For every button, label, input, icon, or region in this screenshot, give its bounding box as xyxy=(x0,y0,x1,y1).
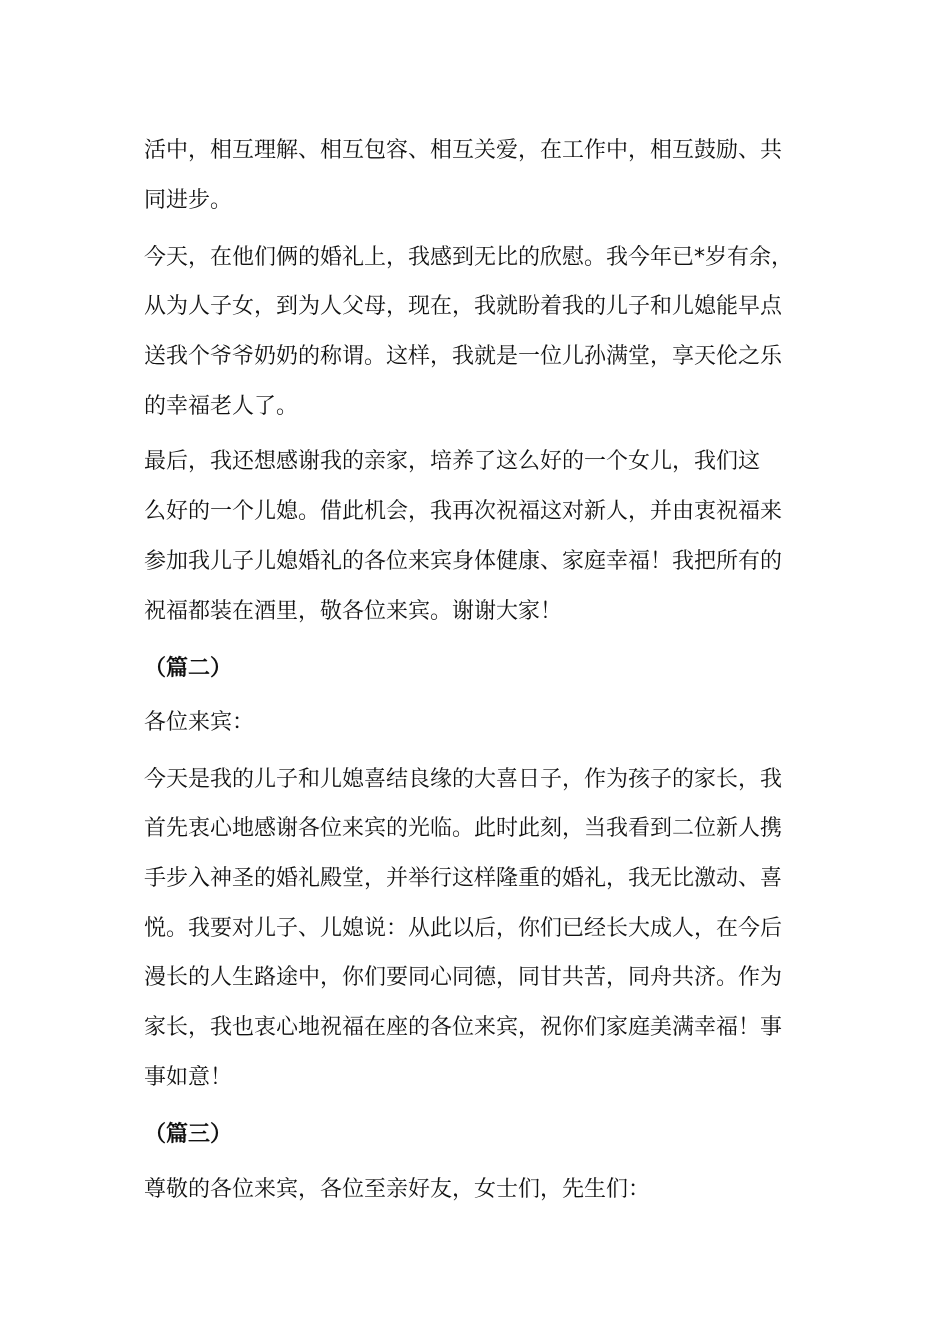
text-line: 漫长的人生路途中，你们要同心同德，同甘共苦，同舟共济。作为 xyxy=(144,965,783,990)
text-line: 今天是我的儿子和儿媳喜结良缘的大喜日子，作为孩子的家长，我 xyxy=(144,767,783,792)
text-line: 同进步。 xyxy=(144,188,233,213)
text-line: 送我个爷爷奶奶的称谓。这样，我就是一位儿孙满堂，享天伦之乐 xyxy=(144,344,783,369)
text-line: 活中，相互理解、相互包容、相互关爱，在工作中，相互鼓励、共 xyxy=(144,138,783,163)
text-line: 的幸福老人了。 xyxy=(144,394,299,419)
text-line: 首先衷心地感谢各位来宾的光临。此时此刻，当我看到二位新人携 xyxy=(144,816,783,841)
text-line: 参加我儿子儿媳婚礼的各位来宾身体健康、家庭幸福！我把所有的 xyxy=(144,549,783,574)
text-line: 各位来宾： xyxy=(144,710,255,735)
text-line: 么好的一个儿媳。借此机会，我再次祝福这对新人，并由衷祝福来 xyxy=(144,499,783,524)
text-line: 悦。我要对儿子、儿媳说：从此以后，你们已经长大成人，在今后 xyxy=(144,916,783,941)
section-heading: （篇三） xyxy=(144,1122,233,1147)
text-line: 手步入神圣的婚礼殿堂，并举行这样隆重的婚礼，我无比激动、喜 xyxy=(144,866,783,891)
text-line: 今天，在他们俩的婚礼上，我感到无比的欣慰。我今年已*岁有余， xyxy=(144,245,794,270)
text-line: 尊敬的各位来宾，各位至亲好友，女士们，先生们： xyxy=(144,1177,651,1202)
text-line: 最后，我还想感谢我的亲家，培养了这么好的一个女儿，我们这 xyxy=(144,449,761,474)
text-line: 事如意！ xyxy=(144,1065,233,1090)
text-line: 家长，我也衷心地祝福在座的各位来宾，祝你们家庭美满幸福！事 xyxy=(144,1015,783,1040)
text-line: 从为人子女，到为人父母，现在，我就盼着我的儿子和儿媳能早点 xyxy=(144,294,783,319)
section-heading: （篇二） xyxy=(144,656,233,681)
text-line: 祝福都装在酒里，敬各位来宾。谢谢大家！ xyxy=(144,599,563,624)
